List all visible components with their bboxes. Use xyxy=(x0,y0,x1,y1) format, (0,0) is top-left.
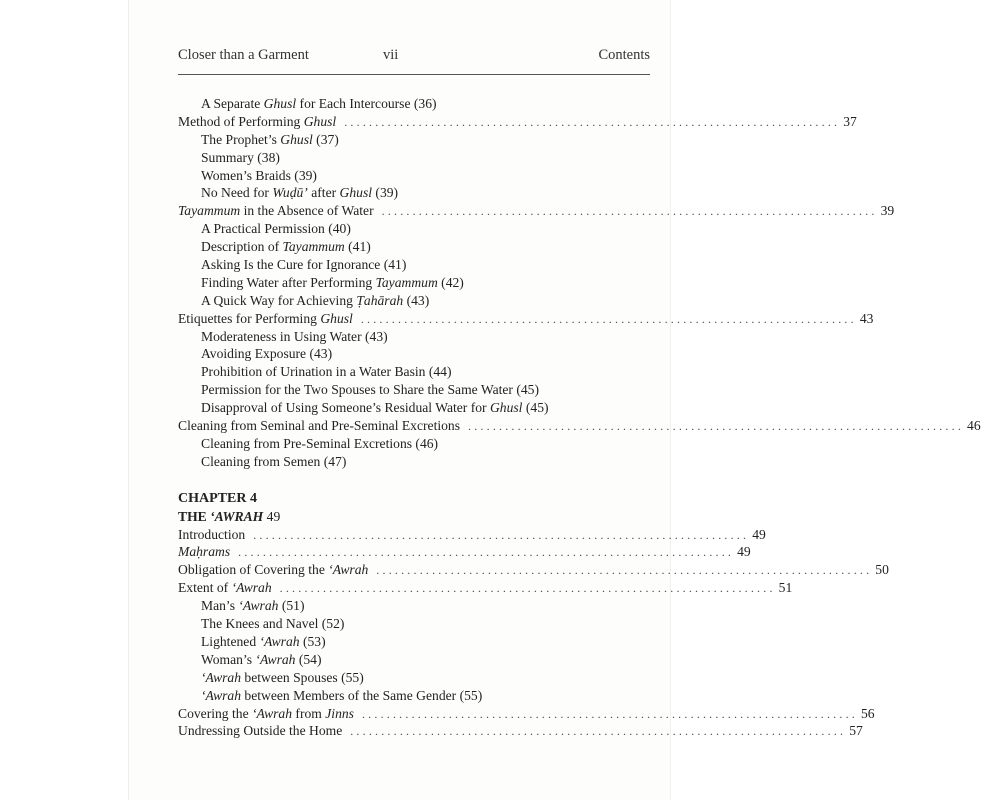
toc-entry-text xyxy=(201,652,322,667)
entry-text-part: (45) xyxy=(522,400,549,416)
toc-entry-text xyxy=(201,670,364,685)
toc-entry xyxy=(178,543,751,561)
italic-term: Wuḍū’ xyxy=(272,185,308,201)
toc-page-number: 37 xyxy=(843,113,857,129)
entry-text-part: Permission for the Two Spouses to Share the Same Water (45) xyxy=(201,382,539,398)
toc-entry xyxy=(178,310,874,328)
italic-term: Tayammum xyxy=(375,274,438,290)
toc-subentry xyxy=(178,238,584,256)
entry-text-part: (41) xyxy=(344,239,371,255)
entry-text-part: in the Absence of Water xyxy=(240,203,374,219)
toc-subentry xyxy=(178,292,584,310)
toc-entry-text xyxy=(201,96,437,111)
toc-subentry xyxy=(178,184,584,202)
toc-subentry xyxy=(178,651,584,669)
toc-entry-text xyxy=(178,543,230,561)
toc-entry-text xyxy=(178,705,354,723)
table-of-contents xyxy=(178,95,981,740)
toc-entry xyxy=(178,526,766,544)
toc-entry-text xyxy=(201,275,464,290)
toc-entry xyxy=(178,705,875,723)
toc-subentry xyxy=(178,381,584,399)
entry-text-part: A Practical Permission (40) xyxy=(201,221,351,237)
entry-text-part: (37) xyxy=(312,131,339,147)
toc-subentry xyxy=(178,399,584,417)
toc-subentry xyxy=(178,167,584,185)
book-page xyxy=(129,0,981,800)
toc-page-number: 43 xyxy=(859,310,874,326)
dot-leader: ................................................................................ xyxy=(376,563,873,578)
dot-leader: ................................................................................ xyxy=(253,527,750,542)
toc-entry-text xyxy=(201,382,539,397)
entry-text-part: Description of xyxy=(201,239,283,255)
toc-entry-text xyxy=(201,346,332,361)
toc-entry-text xyxy=(201,364,451,379)
italic-term: Ghusl xyxy=(263,96,297,111)
toc-subentry xyxy=(178,669,584,687)
italic-term: Ghusl xyxy=(280,131,313,147)
toc-subentry xyxy=(178,328,584,346)
entry-text-part: Covering the xyxy=(178,705,252,721)
entry-text-part: after xyxy=(307,185,340,201)
entry-text-part: Etiquettes for Performing xyxy=(178,310,321,326)
entry-text-part: (53) xyxy=(299,633,326,649)
italic-term: Ghusl xyxy=(303,113,337,129)
italic-term: Ṭahārah xyxy=(356,292,404,308)
chapter-title-italic: ‘AWRAH xyxy=(210,508,264,524)
running-header xyxy=(178,47,650,67)
toc-entry-text xyxy=(178,310,353,328)
entry-text-part: A Separate xyxy=(201,96,264,111)
toc-subentry xyxy=(178,687,584,705)
section-name: Contents xyxy=(598,47,650,63)
toc-entry-text xyxy=(201,150,280,165)
italic-term: ‘Awrah xyxy=(201,669,242,685)
toc-entry xyxy=(178,561,889,579)
toc-entry xyxy=(178,202,895,220)
entry-text-part: Lightened xyxy=(201,633,260,649)
entry-text-part: for Each Intercourse (36) xyxy=(296,96,437,111)
toc-entry xyxy=(178,417,981,435)
toc-entry xyxy=(178,722,863,740)
italic-term: Ghusl xyxy=(320,310,353,326)
toc-entry-text xyxy=(178,526,245,544)
toc-entries-chapter-3 xyxy=(178,95,981,471)
toc-subentry xyxy=(178,256,584,274)
entry-text-part: Extent of xyxy=(178,580,232,596)
chapter-title-prefix: THE xyxy=(178,508,211,524)
dot-leader: ................................................................................ xyxy=(360,311,857,326)
toc-entry-text xyxy=(201,634,326,649)
toc-entry-text xyxy=(201,616,344,631)
entry-text-part: (42) xyxy=(437,274,464,290)
toc-page-number: 49 xyxy=(737,544,751,560)
entry-text-part: Cleaning from Semen (47) xyxy=(201,453,347,469)
toc-entry-text xyxy=(201,293,429,308)
dot-leader: ................................................................................ xyxy=(350,724,847,739)
entry-text-part: Avoiding Exposure (43) xyxy=(201,346,333,362)
toc-subentry xyxy=(178,149,584,167)
toc-entry-text xyxy=(178,202,374,220)
toc-subentry xyxy=(178,363,584,381)
toc-entry-text xyxy=(178,722,342,740)
entry-text-part: Obligation of Covering the xyxy=(178,562,329,578)
entry-text-part: (43) xyxy=(403,292,430,308)
toc-subentry xyxy=(178,274,584,292)
toc-entry-text xyxy=(201,436,438,451)
entry-text-part: Woman’s xyxy=(201,651,256,667)
book-title: Closer than a Garment xyxy=(178,47,309,63)
dot-leader: ................................................................................ xyxy=(468,419,965,434)
entry-text-part: Prohibition of Urination in a Water Basin (44) xyxy=(201,364,452,380)
toc-page-number: 51 xyxy=(778,580,793,596)
italic-term: ‘Awrah xyxy=(238,598,279,614)
entry-text-part: Man’s xyxy=(201,598,239,614)
header-rule xyxy=(178,74,650,75)
toc-entry-text xyxy=(178,113,336,131)
entry-text-part: Cleaning from Pre-Seminal Excretions (46) xyxy=(201,435,439,451)
toc-entry-text xyxy=(178,561,368,579)
toc-entry-text xyxy=(201,257,406,272)
entry-text-part: Asking Is the Cure for Ignorance (41) xyxy=(201,257,407,273)
toc-entry-text xyxy=(201,132,339,147)
entry-text-part: from xyxy=(292,705,326,721)
italic-term: ‘Awrah xyxy=(231,580,272,596)
entry-text-part: No Need for xyxy=(201,185,273,201)
toc-entry-text xyxy=(178,579,272,597)
dot-leader: ................................................................................ xyxy=(279,581,776,596)
entry-text-part: (39) xyxy=(372,185,399,201)
entry-text-part: Cleaning from Seminal and Pre-Seminal Excretions xyxy=(178,418,461,434)
italic-term: ‘Awrah xyxy=(255,651,296,667)
toc-page-number: 57 xyxy=(849,723,863,739)
toc-entry-text xyxy=(201,598,304,613)
page-number: vii xyxy=(383,47,399,63)
toc-page-number: 49 xyxy=(752,526,766,542)
italic-term: ‘Awrah xyxy=(252,705,293,721)
toc-subentry xyxy=(178,633,584,651)
italic-term: Maḥrams xyxy=(178,544,231,560)
entry-text-part: Introduction xyxy=(178,526,246,542)
toc-page-number: 39 xyxy=(880,203,895,219)
toc-entry-text xyxy=(201,400,549,415)
entry-text-part: Moderateness in Using Water (43) xyxy=(201,328,388,344)
italic-term: Ghusl xyxy=(489,400,523,416)
entry-text-part: between Spouses (55) xyxy=(241,669,364,685)
dot-leader: ................................................................................ xyxy=(344,114,841,129)
italic-term: Ghusl xyxy=(339,185,373,201)
entry-text-part: Disapproval of Using Someone’s Residual Water for xyxy=(201,400,490,416)
toc-entry-text xyxy=(201,239,371,254)
toc-subentry xyxy=(178,453,584,471)
italic-term: Tayammum xyxy=(282,239,345,255)
entry-text-part: between Members of the Same Gender (55) xyxy=(241,687,483,703)
entry-text-part: Finding Water after Performing xyxy=(201,274,376,290)
italic-term: Jinns xyxy=(325,705,354,721)
toc-entry-text xyxy=(201,168,317,183)
toc-entry-text xyxy=(201,329,388,344)
toc-entry xyxy=(178,113,857,131)
italic-term: ‘Awrah xyxy=(201,687,242,703)
toc-subentry xyxy=(178,615,584,633)
toc-subentry xyxy=(178,435,584,453)
italic-term: ‘Awrah xyxy=(259,633,300,649)
toc-page-number: 56 xyxy=(860,705,875,721)
toc-subentry xyxy=(178,345,584,363)
toc-entry-text xyxy=(201,688,482,703)
entry-text-part: Women’s Braids (39) xyxy=(201,167,317,183)
toc-entry xyxy=(178,579,793,597)
toc-subentry xyxy=(178,131,584,149)
toc-subentry xyxy=(178,95,584,113)
toc-subentry xyxy=(178,597,584,615)
chapter-title xyxy=(178,508,584,526)
entry-text-part: Undressing Outside the Home xyxy=(178,723,343,739)
toc-entries-chapter-4 xyxy=(178,526,889,741)
italic-term: ‘Awrah xyxy=(328,562,369,578)
toc-page-number: 46 xyxy=(967,418,981,434)
chapter-title-page: 49 xyxy=(263,508,281,524)
toc-entry-text xyxy=(201,454,346,469)
entry-text-part: Method of Performing xyxy=(178,113,304,129)
dot-leader: ................................................................................ xyxy=(381,204,878,219)
dot-leader: ................................................................................ xyxy=(361,706,858,721)
dot-leader: ................................................................................ xyxy=(238,545,735,560)
toc-entry-text xyxy=(201,221,351,236)
entry-text-part: (54) xyxy=(295,651,322,667)
entry-text-part: (51) xyxy=(278,598,305,614)
italic-term: Tayammum xyxy=(178,203,241,219)
toc-entry-text xyxy=(178,417,460,435)
entry-text-part: A Quick Way for Achieving xyxy=(201,292,357,308)
toc-entry-text xyxy=(201,185,398,200)
toc-subentry xyxy=(178,220,584,238)
entry-text-part: Summary (38) xyxy=(201,149,280,165)
chapter-label: CHAPTER 4 xyxy=(178,490,257,506)
chapter-spacer xyxy=(178,471,584,490)
toc-page-number: 50 xyxy=(875,562,889,578)
entry-text-part: The Knees and Navel (52) xyxy=(201,616,345,632)
entry-text-part: The Prophet’s xyxy=(201,131,281,147)
